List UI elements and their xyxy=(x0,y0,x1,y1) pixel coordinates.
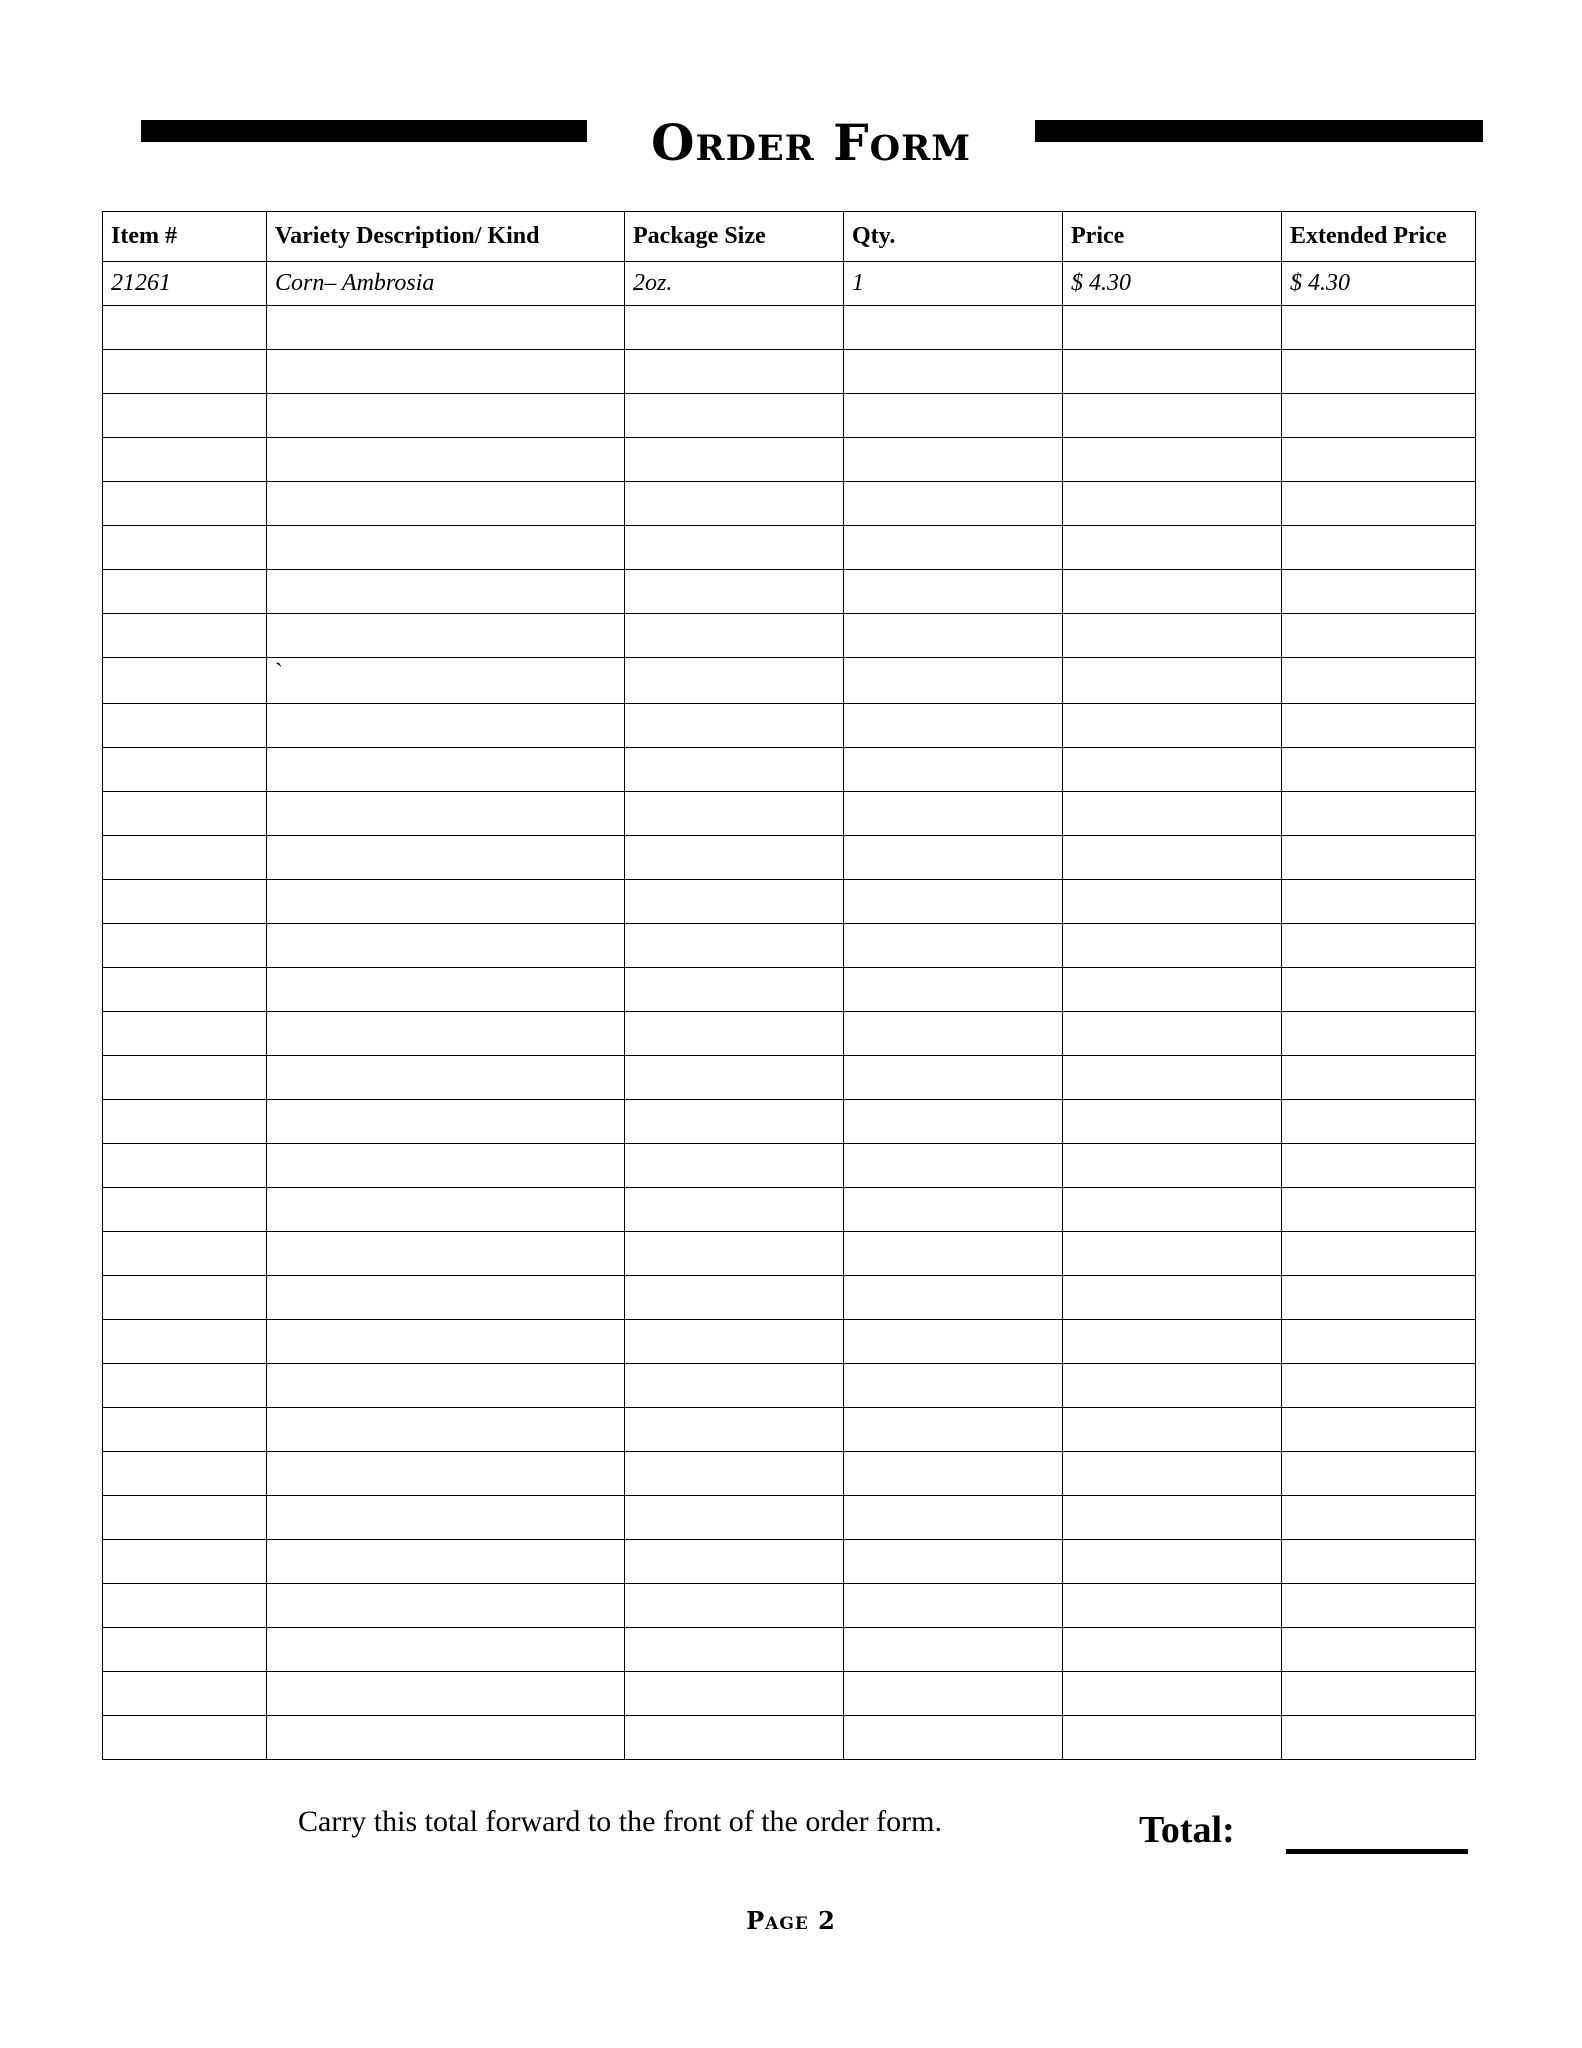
cell-extended-price[interactable] xyxy=(1282,748,1476,792)
cell-package-size[interactable] xyxy=(625,1276,844,1320)
cell-package-size[interactable] xyxy=(625,306,844,350)
cell-variety[interactable] xyxy=(267,570,625,614)
table-row xyxy=(103,1716,1476,1760)
cell-qty[interactable] xyxy=(844,1408,1063,1452)
cell-variety[interactable] xyxy=(267,1188,625,1232)
cell-extended-price[interactable] xyxy=(1282,1056,1476,1100)
cell-item-number[interactable] xyxy=(103,1628,267,1672)
table-row xyxy=(103,1188,1476,1232)
cell-variety[interactable] xyxy=(267,1408,625,1452)
cell-extended-price[interactable] xyxy=(1282,1320,1476,1364)
cell-extended-price[interactable] xyxy=(1282,1364,1476,1408)
cell-variety[interactable] xyxy=(267,482,625,526)
cell-price[interactable] xyxy=(1063,350,1282,394)
cell-extended-price[interactable] xyxy=(1282,968,1476,1012)
table-row xyxy=(103,482,1476,526)
cell-item-number[interactable] xyxy=(103,570,267,614)
cell-package-size[interactable] xyxy=(625,1100,844,1144)
cell-item-number[interactable] xyxy=(103,1012,267,1056)
cell-variety[interactable] xyxy=(267,526,625,570)
cell-variety[interactable] xyxy=(267,394,625,438)
table-row xyxy=(103,1584,1476,1628)
cell-variety[interactable] xyxy=(267,704,625,748)
table-row xyxy=(103,1056,1476,1100)
cell-extended-price[interactable] xyxy=(1282,1144,1476,1188)
table-row xyxy=(103,1276,1476,1320)
table-row xyxy=(103,438,1476,482)
cell-price[interactable] xyxy=(1063,1012,1282,1056)
cell-extended-price[interactable] xyxy=(1282,704,1476,748)
cell-extended-price[interactable] xyxy=(1282,1672,1476,1716)
cell-item-number[interactable] xyxy=(103,924,267,968)
cell-qty[interactable] xyxy=(844,1628,1063,1672)
cell-variety[interactable] xyxy=(267,1100,625,1144)
table-row xyxy=(103,526,1476,570)
cell-extended-price[interactable] xyxy=(1282,1232,1476,1276)
page-number: Page 2 xyxy=(746,1906,836,1935)
table-row xyxy=(103,968,1476,1012)
table-row xyxy=(103,1496,1476,1540)
cell-price[interactable] xyxy=(1063,1408,1282,1452)
table-row xyxy=(103,1144,1476,1188)
cell-package-size[interactable] xyxy=(625,792,844,836)
cell-package-size[interactable] xyxy=(625,1188,844,1232)
cell-item-number[interactable] xyxy=(103,880,267,924)
cell-item-number[interactable] xyxy=(103,968,267,1012)
cell-qty[interactable] xyxy=(844,1012,1063,1056)
cell-extended-price[interactable] xyxy=(1282,614,1476,658)
cell-item-number[interactable] xyxy=(103,658,267,704)
cell-variety[interactable] xyxy=(267,836,625,880)
title-rule-right xyxy=(1035,120,1483,142)
cell-qty[interactable] xyxy=(844,968,1063,1012)
table-row xyxy=(103,924,1476,968)
table-row xyxy=(103,880,1476,924)
cell-item-number[interactable] xyxy=(103,482,267,526)
cell-variety[interactable] xyxy=(267,1320,625,1364)
cell-extended-price[interactable] xyxy=(1282,1496,1476,1540)
cell-qty[interactable] xyxy=(844,1144,1063,1188)
cell-package-size[interactable] xyxy=(625,394,844,438)
table-row xyxy=(103,1012,1476,1056)
cell-qty[interactable] xyxy=(844,880,1063,924)
cell-package-size[interactable] xyxy=(625,1628,844,1672)
cell-price[interactable] xyxy=(1063,1628,1282,1672)
cell-variety[interactable]: ` xyxy=(267,658,625,704)
cell-extended-price[interactable] xyxy=(1282,1716,1476,1760)
cell-price[interactable] xyxy=(1063,968,1282,1012)
table-row xyxy=(103,836,1476,880)
cell-price[interactable] xyxy=(1063,526,1282,570)
cell-item-number[interactable] xyxy=(103,1584,267,1628)
cell-item-number[interactable] xyxy=(103,1540,267,1584)
cell-item-number[interactable] xyxy=(103,1716,267,1760)
cell-qty[interactable] xyxy=(844,1100,1063,1144)
cell-price[interactable] xyxy=(1063,1584,1282,1628)
cell-extended-price[interactable] xyxy=(1282,658,1476,704)
cell-extended-price[interactable] xyxy=(1282,394,1476,438)
column-header-item-number: Item # xyxy=(103,212,267,262)
cell-price[interactable] xyxy=(1063,1320,1282,1364)
cell-item-number[interactable] xyxy=(103,792,267,836)
cell-price[interactable] xyxy=(1063,1540,1282,1584)
cell-extended-price[interactable] xyxy=(1282,792,1476,836)
cell-package-size[interactable] xyxy=(625,1716,844,1760)
table-row xyxy=(103,306,1476,350)
cell-package-size[interactable] xyxy=(625,924,844,968)
cell-item-number[interactable] xyxy=(103,1452,267,1496)
cell-package-size[interactable] xyxy=(625,482,844,526)
cell-qty[interactable] xyxy=(844,1584,1063,1628)
cell-variety[interactable]: Corn– Ambrosia xyxy=(267,262,625,306)
cell-extended-price[interactable] xyxy=(1282,570,1476,614)
cell-variety[interactable] xyxy=(267,968,625,1012)
table-row xyxy=(103,704,1476,748)
cell-price[interactable] xyxy=(1063,570,1282,614)
cell-price[interactable] xyxy=(1063,792,1282,836)
cell-qty[interactable] xyxy=(844,1452,1063,1496)
cell-price[interactable] xyxy=(1063,1364,1282,1408)
cell-extended-price[interactable] xyxy=(1282,836,1476,880)
cell-extended-price[interactable] xyxy=(1282,880,1476,924)
table-row xyxy=(103,394,1476,438)
cell-price[interactable] xyxy=(1063,1100,1282,1144)
cell-item-number[interactable] xyxy=(103,1056,267,1100)
cell-price[interactable] xyxy=(1063,394,1282,438)
cell-package-size[interactable] xyxy=(625,1012,844,1056)
cell-price[interactable] xyxy=(1063,1056,1282,1100)
cell-qty[interactable] xyxy=(844,438,1063,482)
cell-extended-price[interactable] xyxy=(1282,1584,1476,1628)
cell-package-size[interactable] xyxy=(625,1408,844,1452)
cell-extended-price[interactable] xyxy=(1282,526,1476,570)
cell-package-size[interactable] xyxy=(625,880,844,924)
cell-price[interactable] xyxy=(1063,748,1282,792)
table-row xyxy=(103,1320,1476,1364)
cell-variety[interactable] xyxy=(267,792,625,836)
cell-qty[interactable] xyxy=(844,836,1063,880)
cell-price[interactable] xyxy=(1063,614,1282,658)
cell-qty[interactable]: 1 xyxy=(844,262,1063,306)
table-header-row xyxy=(103,212,1476,262)
cell-qty[interactable] xyxy=(844,924,1063,968)
cell-variety[interactable] xyxy=(267,924,625,968)
table-row xyxy=(103,1232,1476,1276)
cell-price[interactable] xyxy=(1063,306,1282,350)
cell-qty[interactable] xyxy=(844,704,1063,748)
cell-price[interactable]: $ 4.30 xyxy=(1063,262,1282,306)
cell-package-size[interactable] xyxy=(625,1232,844,1276)
cell-variety[interactable] xyxy=(267,1628,625,1672)
cell-extended-price[interactable] xyxy=(1282,1408,1476,1452)
cell-package-size[interactable] xyxy=(625,968,844,1012)
cell-qty[interactable] xyxy=(844,1276,1063,1320)
cell-extended-price[interactable] xyxy=(1282,1540,1476,1584)
cell-package-size[interactable] xyxy=(625,658,844,704)
cell-extended-price[interactable] xyxy=(1282,1276,1476,1320)
cell-extended-price[interactable] xyxy=(1282,924,1476,968)
table-row xyxy=(103,1100,1476,1144)
cell-price[interactable] xyxy=(1063,1232,1282,1276)
cell-item-number[interactable] xyxy=(103,1276,267,1320)
order-rows xyxy=(103,262,1476,1760)
cell-package-size[interactable] xyxy=(625,1452,844,1496)
cell-price[interactable] xyxy=(1063,1452,1282,1496)
cell-variety[interactable] xyxy=(267,438,625,482)
column-header-qty: Qty. xyxy=(844,212,1063,262)
cell-qty[interactable] xyxy=(844,748,1063,792)
cell-package-size[interactable] xyxy=(625,836,844,880)
cell-price[interactable] xyxy=(1063,1144,1282,1188)
cell-variety[interactable] xyxy=(267,1012,625,1056)
table-row xyxy=(103,1672,1476,1716)
cell-item-number[interactable] xyxy=(103,526,267,570)
cell-item-number[interactable] xyxy=(103,748,267,792)
table-row xyxy=(103,614,1476,658)
cell-price[interactable] xyxy=(1063,1716,1282,1760)
cell-price[interactable] xyxy=(1063,880,1282,924)
cell-variety[interactable] xyxy=(267,1144,625,1188)
cell-price[interactable] xyxy=(1063,836,1282,880)
cell-qty[interactable] xyxy=(844,1672,1063,1716)
cell-item-number[interactable] xyxy=(103,306,267,350)
cell-price[interactable] xyxy=(1063,1188,1282,1232)
cell-qty[interactable] xyxy=(844,394,1063,438)
cell-item-number[interactable] xyxy=(103,1188,267,1232)
cell-item-number[interactable] xyxy=(103,1320,267,1364)
cell-extended-price[interactable] xyxy=(1282,1012,1476,1056)
cell-package-size[interactable] xyxy=(625,526,844,570)
cell-variety[interactable] xyxy=(267,748,625,792)
cell-qty[interactable] xyxy=(844,350,1063,394)
cell-item-number[interactable] xyxy=(103,1672,267,1716)
cell-package-size[interactable] xyxy=(625,1056,844,1100)
table-row xyxy=(103,570,1476,614)
cell-package-size[interactable] xyxy=(625,1364,844,1408)
cell-extended-price[interactable] xyxy=(1282,306,1476,350)
cell-variety[interactable] xyxy=(267,614,625,658)
cell-price[interactable] xyxy=(1063,438,1282,482)
cell-package-size[interactable] xyxy=(625,1584,844,1628)
table-row xyxy=(103,262,1476,306)
cell-item-number[interactable] xyxy=(103,704,267,748)
table-row xyxy=(103,1540,1476,1584)
cell-qty[interactable] xyxy=(844,306,1063,350)
cell-package-size[interactable] xyxy=(625,1496,844,1540)
cell-item-number[interactable] xyxy=(103,350,267,394)
cell-package-size[interactable] xyxy=(625,1144,844,1188)
cell-qty[interactable] xyxy=(844,1188,1063,1232)
cell-qty[interactable] xyxy=(844,658,1063,704)
cell-price[interactable] xyxy=(1063,658,1282,704)
column-header-price: Price xyxy=(1063,212,1282,262)
cell-item-number[interactable] xyxy=(103,438,267,482)
cell-item-number[interactable] xyxy=(103,1408,267,1452)
table-row xyxy=(103,748,1476,792)
cell-price[interactable] xyxy=(1063,1496,1282,1540)
cell-item-number[interactable] xyxy=(103,836,267,880)
cell-variety[interactable] xyxy=(267,1672,625,1716)
cell-variety[interactable] xyxy=(267,1584,625,1628)
cell-qty[interactable] xyxy=(844,1496,1063,1540)
cell-qty[interactable] xyxy=(844,1320,1063,1364)
cell-qty[interactable] xyxy=(844,614,1063,658)
cell-package-size[interactable] xyxy=(625,704,844,748)
cell-package-size[interactable] xyxy=(625,748,844,792)
carry-forward-note: Carry this total forward to the front of the order form. xyxy=(298,1805,942,1838)
cell-item-number[interactable] xyxy=(103,614,267,658)
cell-item-number[interactable] xyxy=(103,1364,267,1408)
cell-package-size[interactable] xyxy=(625,1320,844,1364)
cell-package-size[interactable] xyxy=(625,350,844,394)
cell-variety[interactable] xyxy=(267,1232,625,1276)
cell-variety[interactable] xyxy=(267,1452,625,1496)
cell-variety[interactable] xyxy=(267,1056,625,1100)
table-row xyxy=(103,1628,1476,1672)
cell-qty[interactable] xyxy=(844,1056,1063,1100)
cell-item-number[interactable] xyxy=(103,1100,267,1144)
cell-variety[interactable] xyxy=(267,880,625,924)
cell-price[interactable] xyxy=(1063,1672,1282,1716)
table-row xyxy=(103,1364,1476,1408)
cell-qty[interactable] xyxy=(844,1232,1063,1276)
cell-variety[interactable] xyxy=(267,1364,625,1408)
cell-variety[interactable] xyxy=(267,1496,625,1540)
cell-variety[interactable] xyxy=(267,1716,625,1760)
table-row xyxy=(103,350,1476,394)
cell-item-number[interactable] xyxy=(103,394,267,438)
cell-variety[interactable] xyxy=(267,1540,625,1584)
total-label: Total: xyxy=(1139,1809,1235,1851)
cell-price[interactable] xyxy=(1063,704,1282,748)
order-table xyxy=(102,211,1476,1760)
cell-extended-price[interactable] xyxy=(1282,1452,1476,1496)
cell-package-size[interactable] xyxy=(625,570,844,614)
cell-extended-price[interactable] xyxy=(1282,1100,1476,1144)
table-row xyxy=(103,658,1476,704)
cell-item-number[interactable]: 21261 xyxy=(103,262,267,306)
cell-qty[interactable] xyxy=(844,1540,1063,1584)
cell-extended-price[interactable] xyxy=(1282,1188,1476,1232)
cell-package-size[interactable] xyxy=(625,1672,844,1716)
table-row xyxy=(103,792,1476,836)
cell-item-number[interactable] xyxy=(103,1496,267,1540)
cell-qty[interactable] xyxy=(844,526,1063,570)
cell-price[interactable] xyxy=(1063,482,1282,526)
cell-variety[interactable] xyxy=(267,350,625,394)
cell-package-size[interactable] xyxy=(625,1540,844,1584)
cell-package-size[interactable] xyxy=(625,438,844,482)
cell-extended-price[interactable]: $ 4.30 xyxy=(1282,262,1476,306)
page-title: Order Form xyxy=(651,113,971,172)
cell-item-number[interactable] xyxy=(103,1144,267,1188)
cell-variety[interactable] xyxy=(267,1276,625,1320)
column-header-variety: Variety Description/ Kind xyxy=(267,212,625,262)
cell-qty[interactable] xyxy=(844,1364,1063,1408)
table-row xyxy=(103,1408,1476,1452)
cell-item-number[interactable] xyxy=(103,1232,267,1276)
cell-extended-price[interactable] xyxy=(1282,1628,1476,1672)
cell-package-size[interactable]: 2oz. xyxy=(625,262,844,306)
column-header-extended-price: Extended Price xyxy=(1282,212,1476,262)
cell-qty[interactable] xyxy=(844,482,1063,526)
cell-extended-price[interactable] xyxy=(1282,438,1476,482)
column-header-package-size: Package Size xyxy=(625,212,844,262)
cell-package-size[interactable] xyxy=(625,614,844,658)
cell-extended-price[interactable] xyxy=(1282,350,1476,394)
cell-qty[interactable] xyxy=(844,792,1063,836)
cell-price[interactable] xyxy=(1063,1276,1282,1320)
cell-qty[interactable] xyxy=(844,1716,1063,1760)
cell-qty[interactable] xyxy=(844,570,1063,614)
cell-price[interactable] xyxy=(1063,924,1282,968)
total-blank-line[interactable] xyxy=(1286,1849,1468,1854)
cell-variety[interactable] xyxy=(267,306,625,350)
table-row xyxy=(103,1452,1476,1496)
title-rule-left xyxy=(141,120,587,142)
cell-extended-price[interactable] xyxy=(1282,482,1476,526)
